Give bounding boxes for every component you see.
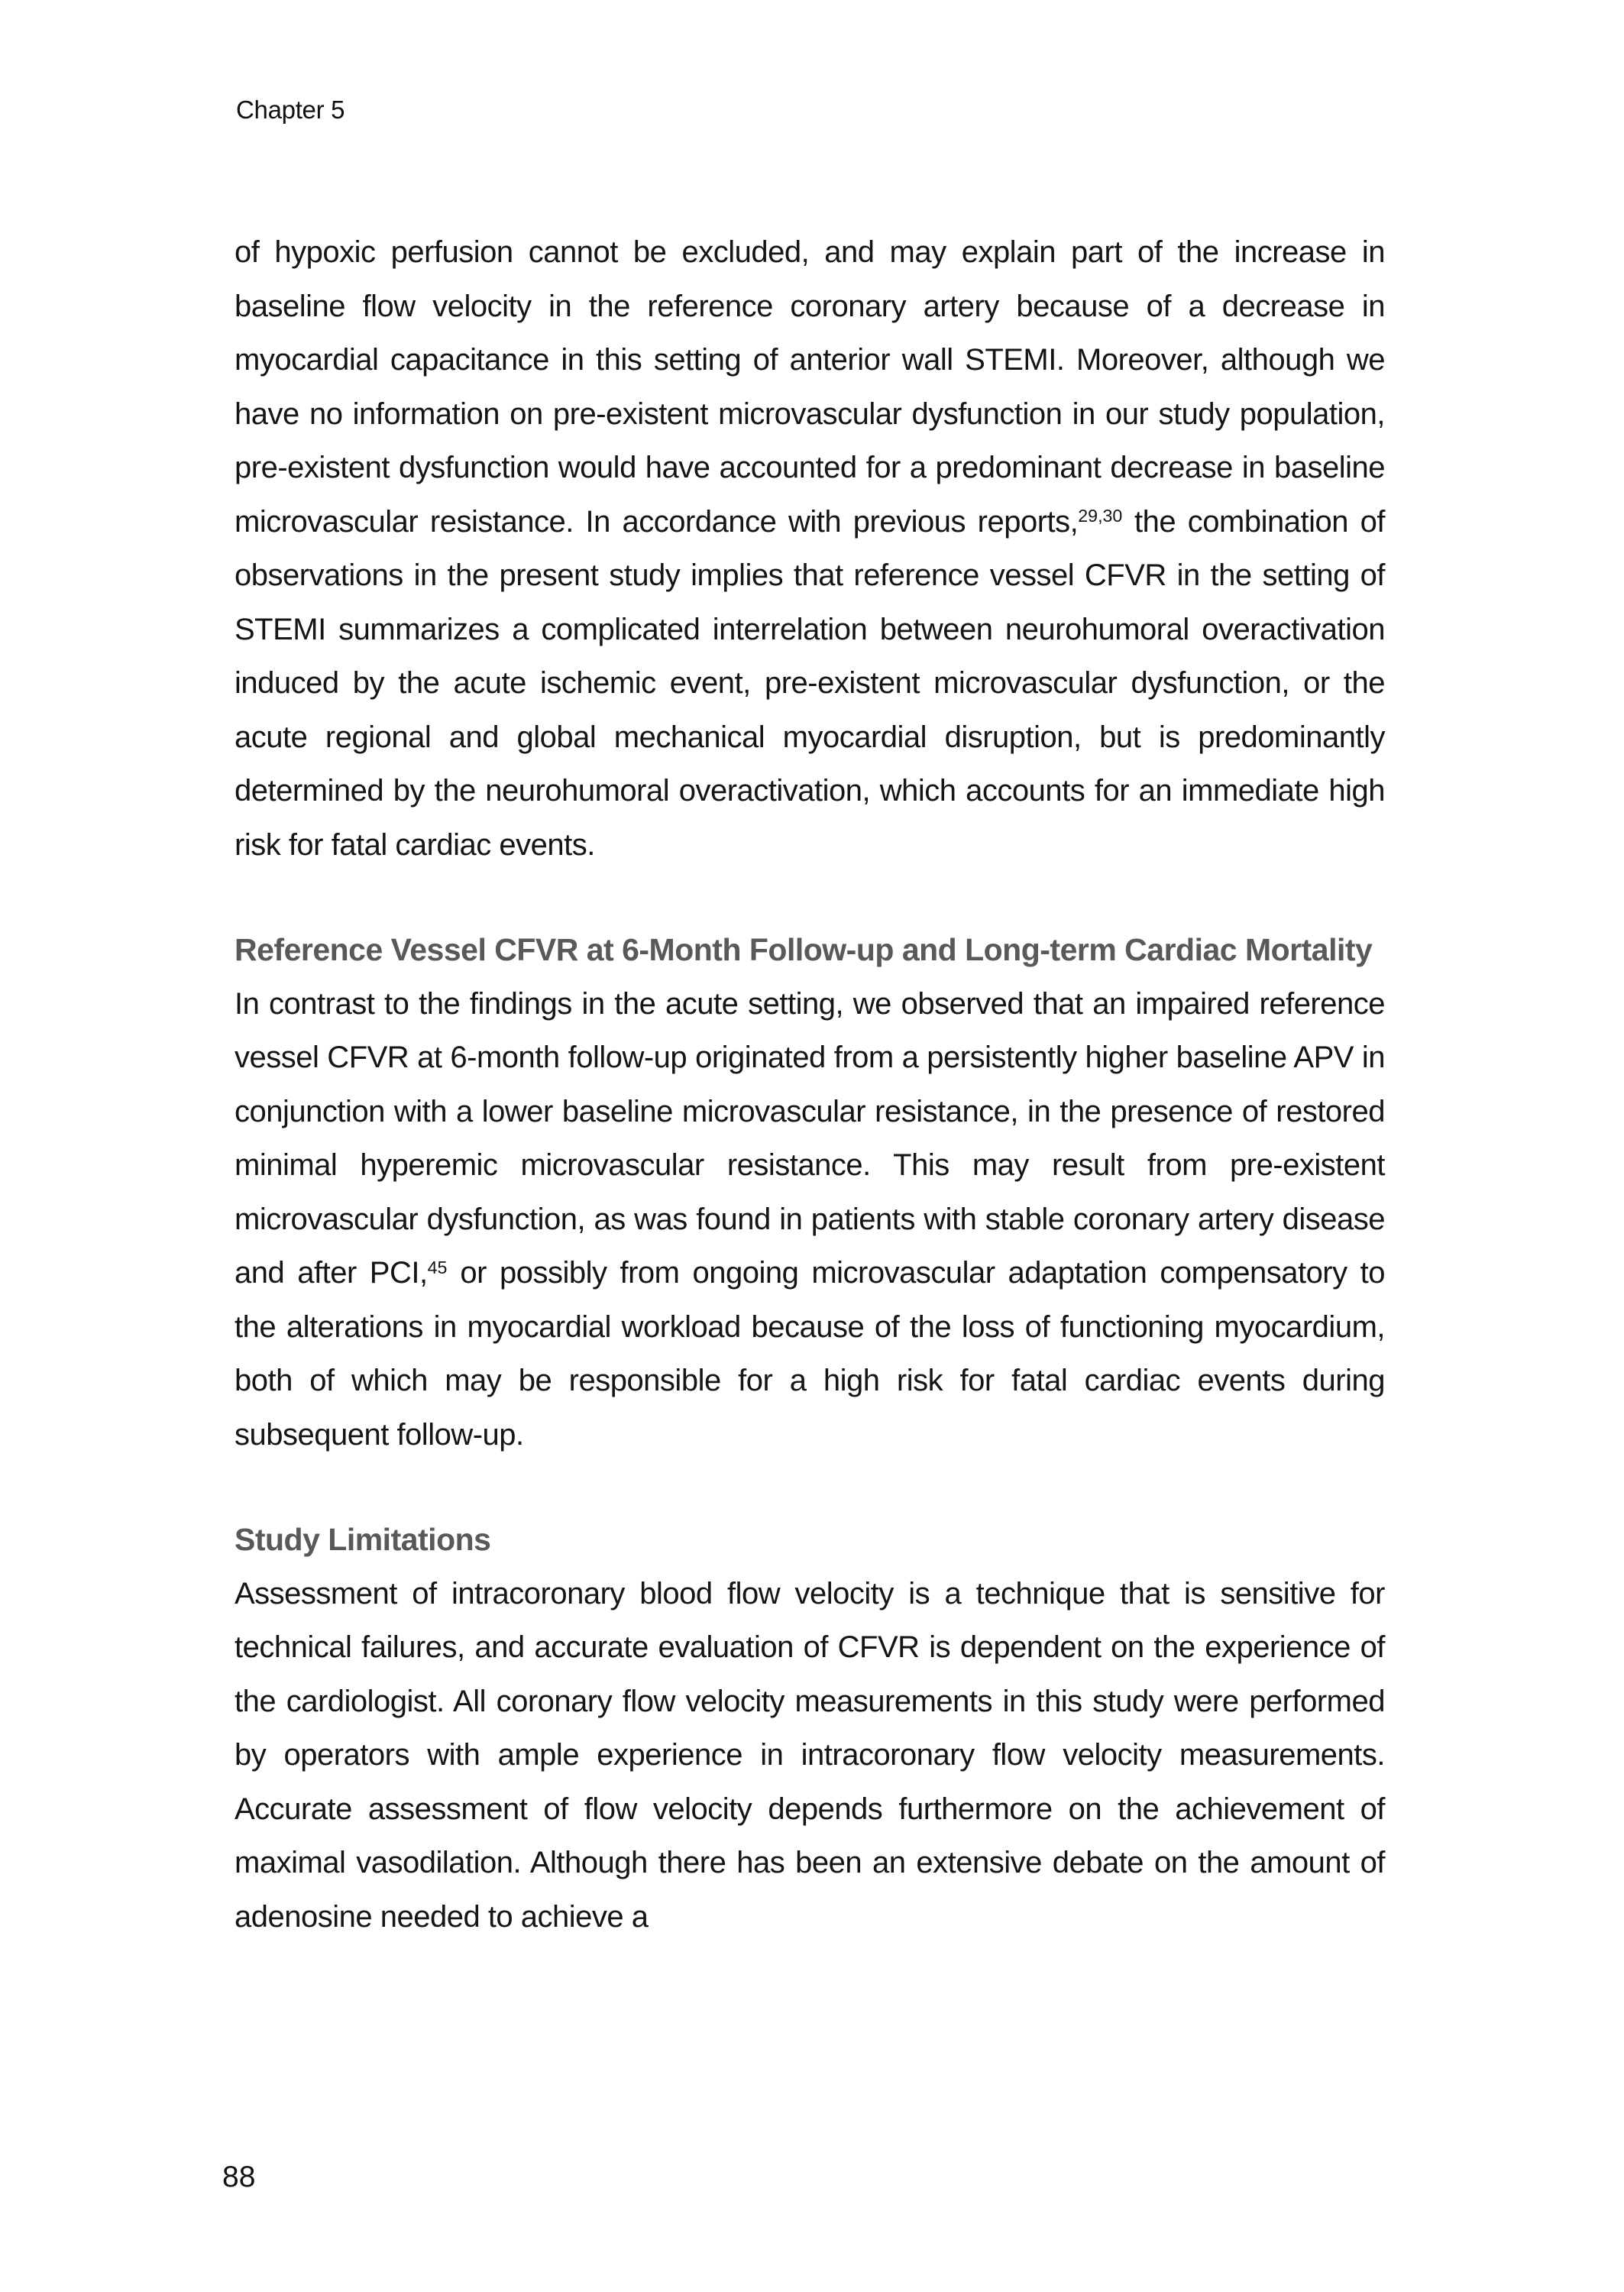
citation-reference: 45 <box>427 1257 448 1277</box>
paragraph-text: or possibly from ongoing microvascular adaptation compensatory to the alterations in myocardial workload because of the loss of functioning myocardium, both of which may be responsible for a high risk for fatal cardiac events during subsequent follow-up. <box>235 1256 1385 1452</box>
citation-reference: 29,30 <box>1078 506 1123 526</box>
section-heading-followup-mortality: Reference Vessel CFVR at 6-Month Follow-up and Long-term Cardiac Mortality <box>235 932 1373 967</box>
paragraph-text: of hypoxic perfusion cannot be excluded, and may explain part of the increase in baseline flow velocity in the reference coronary artery because of a decrease in myocardial capacitance in this setting of anterior wall STEMI. Moreover, although we have no information on pre-existent microvascular dysfunction in our study population, pre-existent dysfunction would have accounted for a predominant decrease in baseline microvascular resistance. In accordance with previous reports, <box>235 235 1385 539</box>
paragraph-text: In contrast to the findings in the acute setting, we observed that an impaired reference vessel CFVR at 6-month follow-up originated from a persistently higher baseline APV in conjunction with a lower baseline microvascular resistance, in the presence of restored minimal hyperemic microvascular resistance. This may result from pre-existent microvascular dysfunction, as was found in patients with stable coronary artery disease and after PCI, <box>235 986 1385 1290</box>
page-content <box>235 225 1385 1944</box>
paragraph-text: the combination of observations in the present study implies that reference vessel CFVR in the setting of STEMI summarizes a complicated interrelation between neurohumoral overactivation induced by the acute ischemic event, pre-existent microvascular dysfunction, or the acute regional and global mechanical myocardial disruption, but is predominantly determined by the neurohumoral overactivation, which accounts for an immediate high risk for fatal cardiac events. <box>235 504 1385 862</box>
running-header: Chapter 5 <box>236 96 345 124</box>
section-heading-study-limitations: Study Limitations <box>235 1522 491 1557</box>
paragraph-acute-setting <box>235 225 1385 872</box>
paragraph-followup-mortality <box>235 977 1385 1462</box>
page-number: 88 <box>222 2161 256 2193</box>
paragraph-study-limitations: Assessment of intracoronary blood flow velocity is a technique that is sensitive for technical failures, and accurate evaluation of CFVR is dependent on the experience of the cardiologist. All coronary flow velocity measurements in this study were performed by operators with ample experience in intracoronary flow velocity measurements. Accurate assessment of flow velocity depends furthermore on the achievement of maximal vasodilation. Although there has been an extensive debate on the amount of adenosine needed to achieve a <box>235 1576 1385 1934</box>
